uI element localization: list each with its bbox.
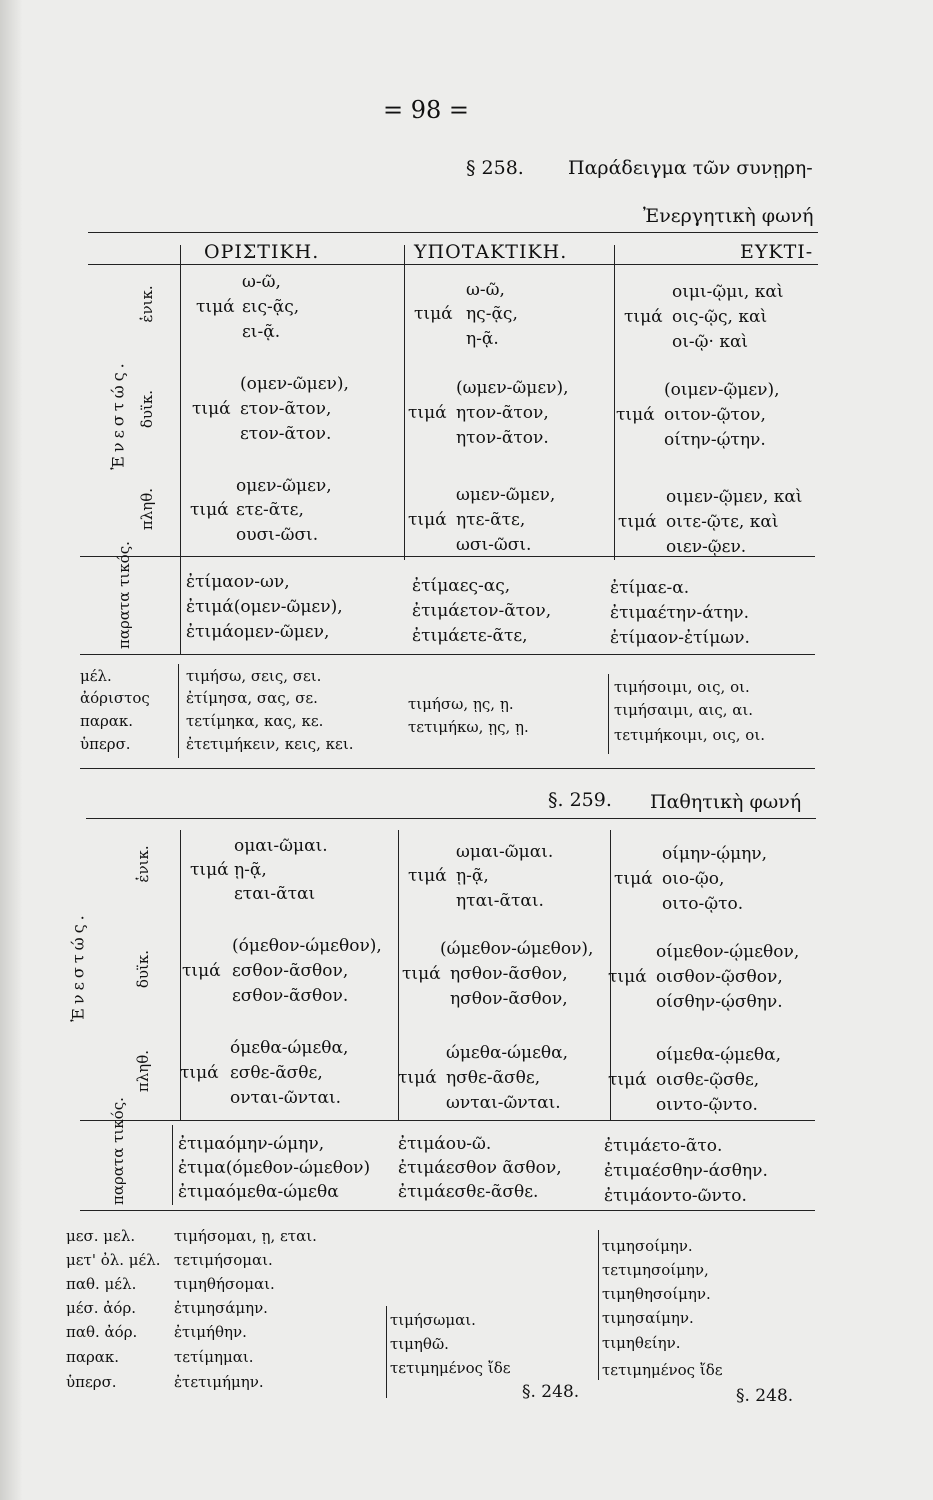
active-du-ind-2: ετον-ᾶτον,: [240, 399, 332, 419]
side-label-plith: πληθ.: [134, 1049, 152, 1093]
side-label-paratatikos: παρατα τικός.: [115, 541, 133, 649]
header-oristiki: ΟΡΙΣΤΙΚΗ.: [204, 241, 320, 263]
side-label-paratatikos: παρατα τικός.: [109, 1097, 127, 1205]
row-rule: [80, 654, 815, 655]
prefix: τιμά: [408, 510, 447, 530]
active-sg-opt-1: οιμι-ῷμι, καὶ: [672, 282, 784, 302]
passive-du-opt-3: οίσθην-ῴσθην.: [656, 992, 783, 1012]
active-pl-subj-2: ητε-ᾶτε,: [456, 510, 526, 530]
active-impf-c3-3: ἐτίμαον-ἐτίμων.: [610, 628, 750, 648]
passive-sg-subj-1: ωμαι-ῶμαι.: [456, 842, 554, 862]
prefix: τιμά: [608, 967, 647, 987]
side-label-enestos: Ἐνεστώς.: [108, 359, 128, 470]
passive-tense-opt-1: τιμησοίμην.: [602, 1237, 693, 1255]
passive-tense-ind-6: τετίμημαι.: [174, 1348, 254, 1366]
active-tense-opt-3: τετιμήκοιμι, οις, οι.: [614, 726, 765, 744]
column-divider: [404, 245, 405, 560]
active-pl-ind-1: ομεν-ῶμεν,: [236, 476, 332, 496]
passive-du-opt-1: οίμεθον-ῴμεθον,: [656, 942, 800, 962]
active-du-ind-3: ετον-ᾶτον.: [240, 424, 332, 444]
prefix: τιμά: [190, 860, 229, 880]
active-tense-opt-2: τιμήσαιμι, αις, αι.: [614, 701, 754, 719]
passive-tense-ind-7: ἐτετιμήμην.: [174, 1373, 264, 1391]
section-259-title: Παθητικὴ φωνή: [650, 791, 802, 813]
passive-sg-opt-1: οίμην-ῴμην,: [662, 844, 768, 864]
passive-pl-ind-2: εσθε-ᾶσθε,: [230, 1063, 323, 1083]
passive-impf-c2-2: ἐτιμάεσθον ᾶσθον,: [398, 1158, 562, 1178]
prefix: τιμά: [182, 961, 221, 981]
passive-sg-subj-3: ηται-ᾶται.: [456, 891, 544, 911]
passive-du-subj-2: ησθον-ᾶσθον,: [450, 964, 568, 984]
passive-impf-c1-3: ἐτιμαόμεθα-ώμεθα: [178, 1182, 339, 1202]
passive-pl-opt-1: οίμεθα-ῴμεθα,: [656, 1045, 782, 1065]
tense-label: μετ' ὀλ. μέλ.: [66, 1251, 161, 1269]
tense-label: παθ. μέλ.: [66, 1275, 137, 1293]
active-pl-subj-1: ωμεν-ῶμεν,: [456, 485, 556, 505]
side-label-eniks: ἑνικ.: [138, 285, 156, 323]
passive-pl-ind-1: όμεθα-ώμεθα,: [230, 1038, 349, 1058]
active-pl-opt-3: οιεν-ῷεν.: [666, 537, 747, 557]
passive-impf-c2-3: ἐτιμάεσθε-ᾶσθε.: [398, 1182, 539, 1202]
passive-pl-ind-3: ονται-ῶνται.: [230, 1088, 342, 1108]
active-sg-subj-3: η-ᾷ.: [466, 329, 499, 349]
active-tense-subj-1: τιμήσω, ῃς, ῃ.: [408, 695, 514, 713]
passive-sg-opt-2: οιο-ῷο,: [662, 869, 725, 889]
passive-impf-c3-3: ἐτιμάοντο-ῶντο.: [604, 1186, 747, 1206]
prefix: τιμά: [614, 869, 653, 889]
tense-label: παρακ.: [66, 1348, 120, 1366]
tense-label: μέλ.: [80, 667, 112, 685]
passive-impf-c3-1: ἐτιμάετο-ᾶτο.: [604, 1136, 723, 1156]
active-tense-ind-4: ἐτετιμήκειν, κεις, κει.: [186, 735, 354, 753]
page-number: = 98 =: [383, 96, 470, 124]
passive-tense-ind-1: τιμήσομαι, ῃ, εται.: [174, 1227, 317, 1245]
active-impf-c2-1: ἐτίμαες-ας,: [412, 576, 511, 596]
tense-label: παρακ.: [80, 712, 134, 730]
passive-sg-ind-2: ῃ-ᾷ,: [234, 860, 267, 880]
passive-pl-subj-1: ώμεθα-ώμεθα,: [446, 1043, 569, 1063]
passive-tense-subj-3: τετιμημένος ἴδε: [390, 1359, 511, 1377]
prefix: τιμά: [196, 297, 235, 317]
active-impf-c1-3: ἐτιμάομεν-ῶμεν,: [186, 622, 330, 642]
header-euktiki: ΕΥΚΤΙ-: [740, 241, 814, 263]
active-sg-opt-3: οι-ῷ· καὶ: [672, 332, 749, 352]
passive-tense-opt-4: τιμησαίμην.: [602, 1309, 694, 1327]
tense-label: παθ. ἀόρ.: [66, 1323, 138, 1341]
active-pl-opt-1: οιμεν-ῷμεν, καὶ: [666, 487, 803, 507]
passive-impf-c2-1: ἐτιμάου-ῶ.: [398, 1134, 492, 1154]
tense-label: ὑπερσ.: [66, 1373, 117, 1391]
active-tense-subj-2: τετιμήκω, ῃς, ῃ.: [408, 718, 529, 736]
section-258-number: § 258.: [466, 157, 524, 179]
passive-tense-opt-6: τετιμημένος ἴδε: [602, 1361, 723, 1379]
active-du-opt-2: οιτον-ῷτον,: [664, 405, 766, 425]
side-label-duik: δυϊκ.: [134, 949, 152, 989]
page-edge-shadow: [0, 0, 22, 1500]
active-impf-c3-2: ἐτιμαέτην-άτην.: [610, 603, 750, 623]
prefix: τιμά: [608, 1070, 647, 1090]
column-divider: [180, 560, 181, 654]
column-divider: [172, 1125, 173, 1205]
prefix: τιμά: [618, 512, 657, 532]
section-258-title: Παράδειγμα τῶν συνῃρη-: [568, 157, 813, 179]
table-top-rule: [86, 818, 816, 819]
passive-pl-subj-2: ησθε-ᾶσθε,: [446, 1068, 541, 1088]
active-pl-ind-2: ετε-ᾶτε,: [236, 500, 304, 520]
column-divider: [608, 674, 609, 754]
active-tense-ind-3: τετίμηκα, κας, κε.: [186, 712, 324, 730]
active-sg-ind-2: εις-ᾷς,: [242, 297, 300, 317]
passive-sg-ind-1: ομαι-ῶμαι.: [234, 836, 328, 856]
prefix: τιμά: [180, 1063, 219, 1083]
column-divider: [178, 664, 179, 758]
side-label-duik: δυϊκ.: [138, 389, 156, 429]
section-259-number: §. 259.: [548, 789, 612, 811]
active-sg-opt-2: οις-ῷς, καὶ: [672, 307, 768, 327]
passive-impf-c3-2: ἐτιμαέσθην-άσθην.: [604, 1161, 768, 1181]
prefix: τιμά: [408, 403, 447, 423]
active-impf-c3-1: ἐτίμαε-α.: [610, 578, 690, 598]
active-impf-c2-2: ἐτιμάετον-ᾶτον,: [412, 601, 552, 621]
passive-du-subj-3: ησθον-ᾶσθον,: [450, 989, 568, 1009]
table-top-rule: [88, 232, 818, 233]
prefix: τιμά: [408, 866, 447, 886]
passive-impf-c1-1: ἐτιμαόμην-ώμην,: [178, 1134, 325, 1154]
active-sg-ind-3: ει-ᾷ.: [242, 322, 281, 342]
passive-impf-c1-2: ἐτιμα(όμεθον-ώμεθον): [178, 1158, 371, 1178]
prefix: τιμά: [414, 304, 453, 324]
prefix: τιμά: [192, 399, 231, 419]
passive-sg-subj-2: ῃ-ᾷ,: [456, 866, 489, 886]
passive-tense-opt-3: τιμηθησοίμην.: [602, 1285, 711, 1303]
active-du-subj-2: ητον-ᾶτον,: [456, 403, 549, 423]
passive-du-ind-2: εσθον-ᾶσθον,: [232, 961, 349, 981]
passive-tense-opt-5: τιμηθείην.: [602, 1334, 681, 1352]
active-pl-ind-3: ουσι-ῶσι.: [236, 525, 319, 545]
active-sg-ind-1: ω-ῶ,: [242, 272, 281, 292]
passive-tense-subj-1: τιμήσωμαι.: [390, 1311, 476, 1329]
row-rule: [80, 768, 815, 769]
passive-du-ind-3: εσθον-ᾶσθον.: [232, 986, 349, 1006]
side-label-plith: πληθ.: [138, 487, 156, 531]
prefix: τιμά: [402, 964, 441, 984]
tense-label: μέσ. ἀόρ.: [66, 1299, 137, 1317]
passive-du-opt-2: οισθον-ῷσθον,: [656, 967, 783, 987]
tense-label: ὑπερσ.: [80, 735, 131, 753]
active-tense-ind-2: ἐτίμησα, σας, σε.: [186, 689, 318, 707]
column-divider: [614, 245, 615, 560]
prefix: τιμά: [190, 500, 229, 520]
column-divider: [386, 1306, 387, 1398]
passive-du-ind-1: (όμεθον-ώμεθον),: [232, 936, 382, 956]
active-pl-opt-2: οιτε-ῷτε, καὶ: [666, 512, 779, 532]
header-ypotaktiki: ΥΠΟΤΑΚΤΙΚΗ.: [414, 241, 568, 263]
passive-subj-reference: §. 248.: [522, 1382, 580, 1402]
passive-tense-ind-5: ἐτιμήθην.: [174, 1323, 247, 1341]
passive-pl-opt-3: οιντο-ῷντο.: [656, 1095, 758, 1115]
prefix: τιμά: [624, 307, 663, 327]
active-impf-c1-1: ἐτίμαον-ων,: [186, 572, 290, 592]
tense-label: μεσ. μελ.: [66, 1227, 136, 1245]
column-divider: [598, 1230, 599, 1380]
section-258-subtitle: Ἐνεργητικὴ φωνή: [643, 205, 814, 227]
row-rule: [80, 1210, 815, 1211]
row-rule: [80, 1120, 815, 1121]
active-du-opt-1: (οιμεν-ῷμεν),: [664, 380, 780, 400]
passive-du-subj-1: (ώμεθον-ώμεθον),: [440, 939, 594, 959]
passive-tense-ind-2: τετιμήσομαι.: [174, 1251, 273, 1269]
side-label-eniks: ἑνικ.: [134, 845, 152, 883]
passive-pl-subj-3: ωνται-ῶνται.: [446, 1093, 561, 1113]
passive-sg-ind-3: εται-ᾶται: [234, 884, 316, 904]
passive-sg-opt-3: οιτο-ῷτο.: [662, 894, 744, 914]
tense-label: ἀόριστος: [80, 689, 150, 707]
passive-tense-opt-2: τετιμησοίμην,: [602, 1261, 709, 1279]
active-sg-subj-1: ω-ῶ,: [466, 280, 505, 300]
header-rule: [88, 264, 818, 265]
passive-pl-opt-2: οισθε-ῷσθε,: [656, 1070, 760, 1090]
prefix: τιμά: [398, 1068, 437, 1088]
passive-tense-ind-4: ἐτιμησάμην.: [174, 1299, 268, 1317]
passive-tense-ind-3: τιμηθήσομαι.: [174, 1275, 275, 1293]
active-du-opt-3: οίτην-ῴτην.: [664, 430, 766, 450]
active-sg-subj-2: ης-ᾷς,: [466, 304, 518, 324]
prefix: τιμά: [616, 405, 655, 425]
active-tense-opt-1: τιμήσοιμι, οις, οι.: [614, 678, 750, 696]
side-label-enestos: Ἐνεστώς.: [68, 911, 88, 1022]
passive-tense-subj-2: τιμηθῶ.: [390, 1335, 449, 1353]
passive-opt-reference: §. 248.: [736, 1386, 794, 1406]
active-du-ind-1: (ομεν-ῶμεν),: [240, 374, 349, 394]
active-tense-ind-1: τιμήσω, σεις, σει.: [186, 667, 322, 685]
active-impf-c2-3: ἐτιμάετε-ᾶτε,: [412, 626, 528, 646]
active-pl-subj-3: ωσι-ῶσι.: [456, 535, 532, 555]
active-du-subj-3: ητον-ᾶτον.: [456, 428, 549, 448]
active-impf-c1-2: ἐτιμά(ομεν-ῶμεν),: [186, 597, 343, 617]
column-divider: [180, 245, 181, 560]
active-du-subj-1: (ωμεν-ῶμεν),: [456, 378, 569, 398]
